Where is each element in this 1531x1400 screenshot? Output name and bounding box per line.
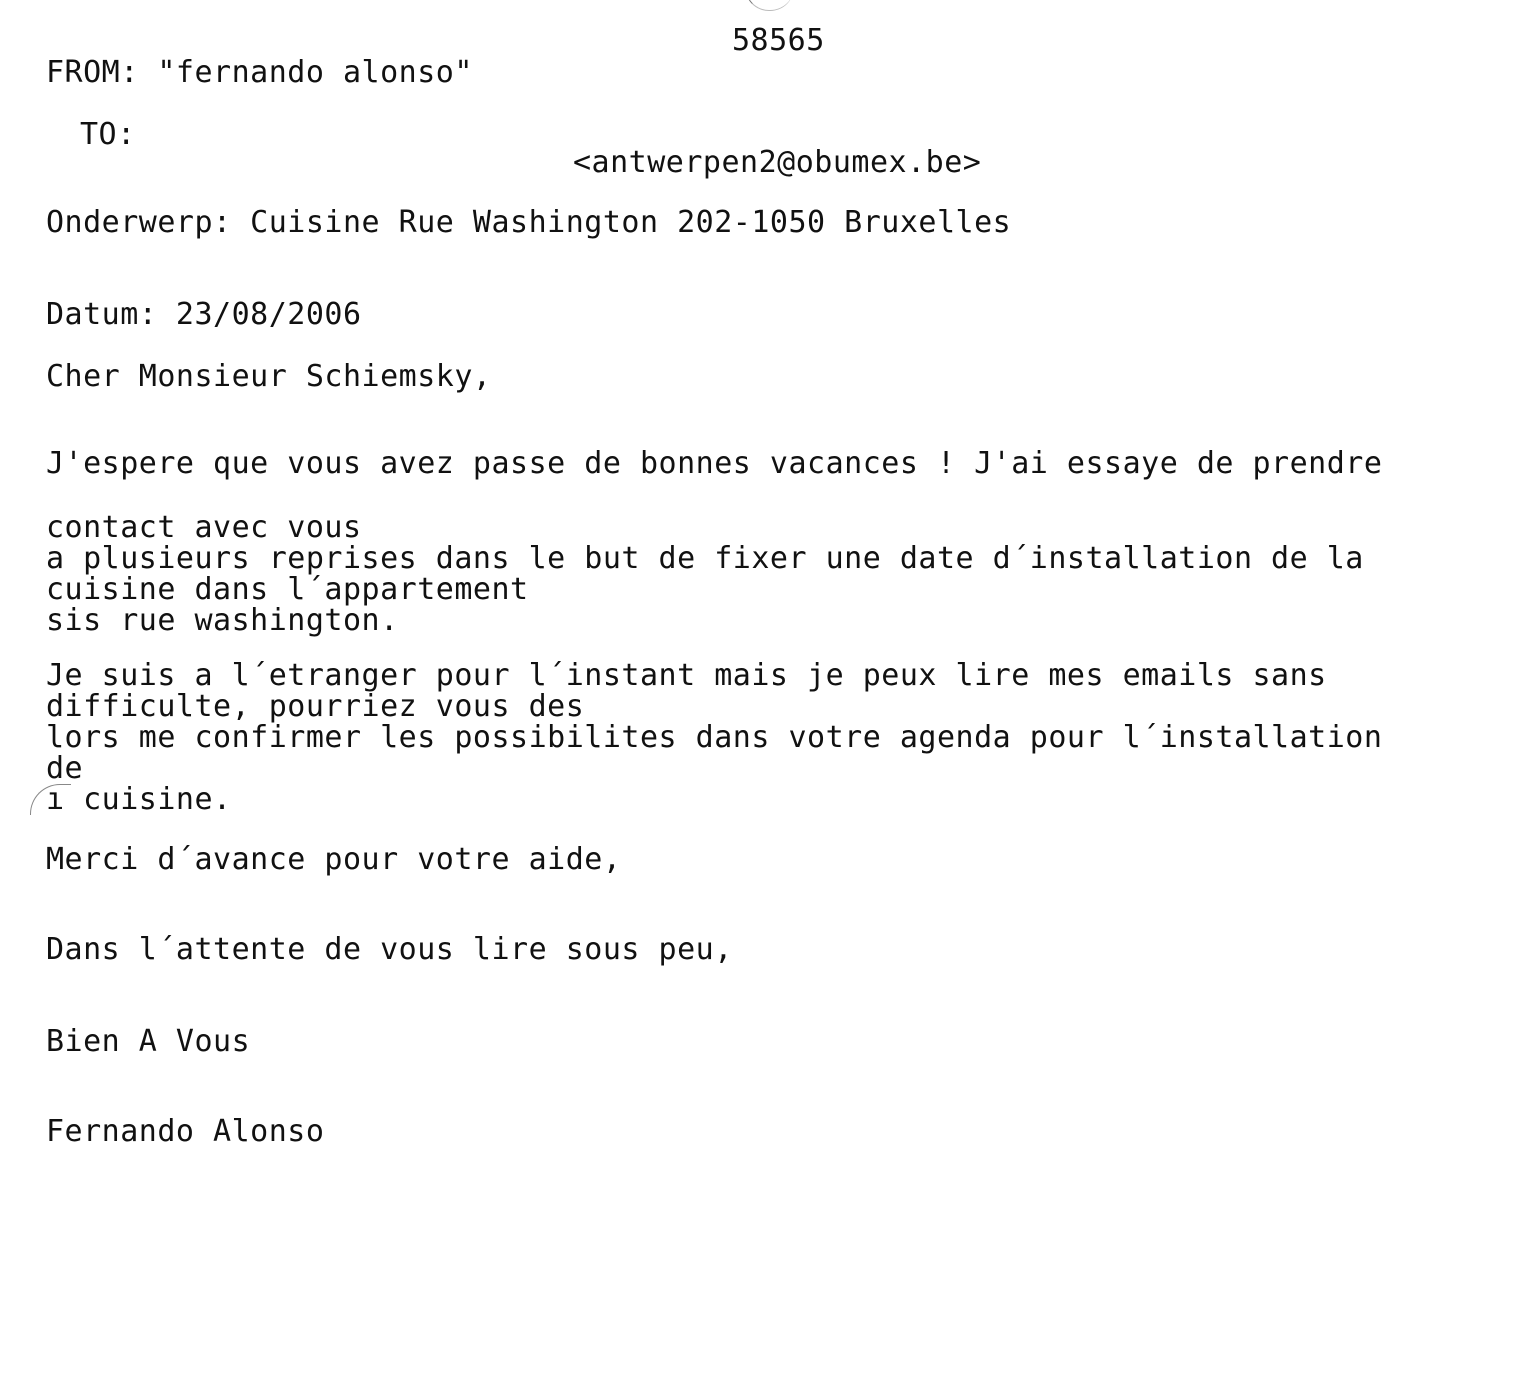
salutation: Cher Monsieur Schiemsky, xyxy=(46,359,492,394)
subject-line: Onderwerp: Cuisine Rue Washington 202-1050 Bruxelles xyxy=(46,205,1012,240)
date-line: Datum: 23/08/2006 xyxy=(46,297,362,332)
paragraph-4: Dans l´attente de vous lire sous peu, xyxy=(46,932,733,967)
to-address: <antwerpen2@obumex.be> xyxy=(573,145,982,180)
paragraph-2: Je suis a l´etranger pour l´instant mais je peux lire mes emails sans difficulte, pourriez vous des lors me confirmer les possibilites dans votre agenda pour l´installation de ı cuisine. xyxy=(46,658,1383,817)
closing: Bien A Vous xyxy=(46,1024,251,1059)
to-label: TO: xyxy=(80,117,136,152)
paragraph-1-first-line: J'espere que vous avez passe de bonnes vacances ! J'ai essaye de prendre xyxy=(46,446,1383,481)
scan-artifact-top xyxy=(745,0,794,11)
document-number: 58565 xyxy=(732,23,825,58)
signature: Fernando Alonso xyxy=(46,1114,325,1149)
paragraph-1-continuation: contact avec vous a plusieurs reprises dans le but de fixer une date d´installation de la cuisine dans l´appartement sis rue washington. xyxy=(46,510,1364,638)
paragraph-3: Merci d´avance pour votre aide, xyxy=(46,842,622,877)
from-line: FROM: "fernando alonso" xyxy=(46,55,473,90)
